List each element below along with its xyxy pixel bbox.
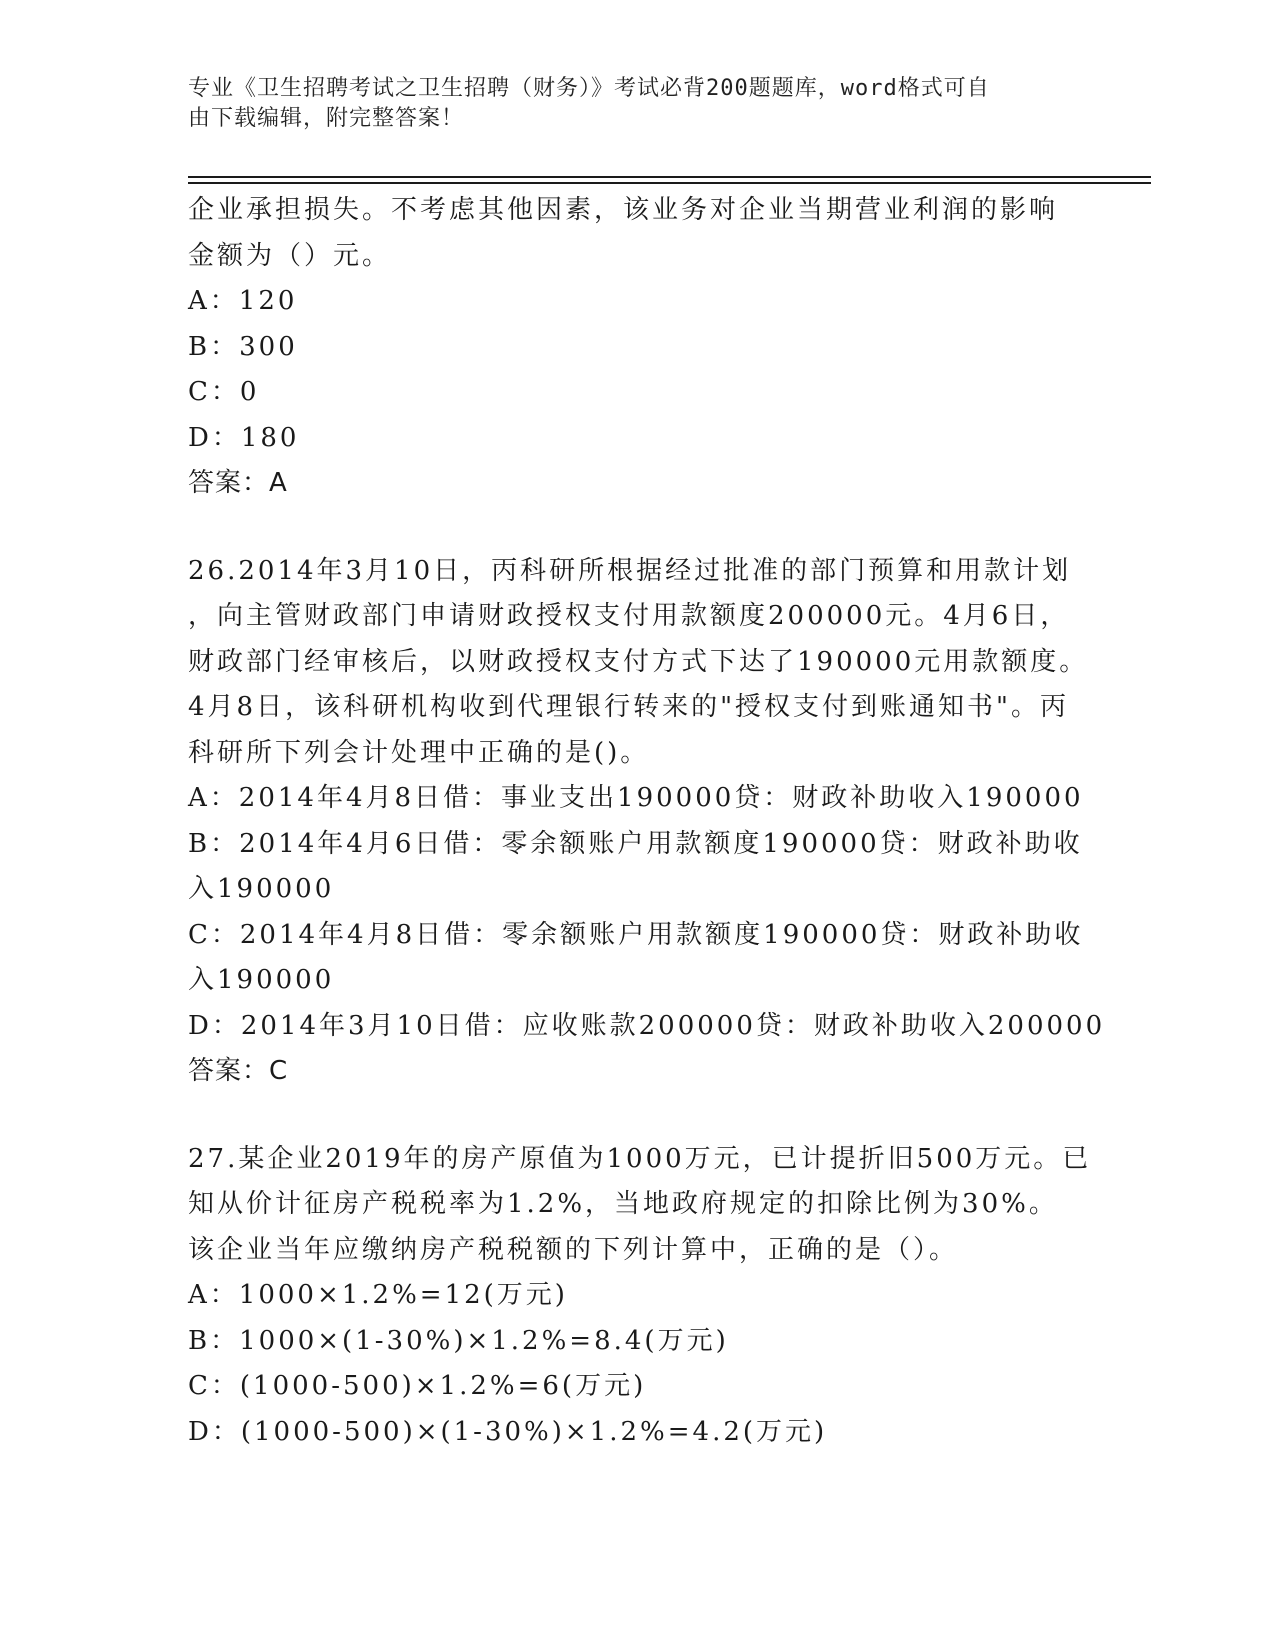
option-d: D：2014年3月10日借：应收账款200000贷：财政补助收入200000: [188, 1010, 1106, 1041]
header-line-2: 由下载编辑，附完整答案！: [188, 106, 465, 131]
question-text-line: 该企业当年应缴纳房产税税额的下列计算中，正确的是（）。: [188, 1234, 959, 1265]
option-b: B：300: [188, 331, 298, 362]
question-26: [188, 549, 1106, 1095]
header-divider-top: [188, 176, 1151, 178]
document-header: [188, 74, 1068, 134]
question-text-line: 企业承担损失。不考虑其他因素，该业务对企业当期营业利润的影响: [188, 195, 1059, 225]
option-b-continued: 入190000: [188, 874, 335, 904]
option-b: B：1000×(1-30%)×1.2%=8.4(万元): [188, 1325, 729, 1356]
option-d: D：180: [188, 422, 300, 453]
question-text-line: 知从价计征房产税税率为1.2%，当地政府规定的扣除比例为30%。: [188, 1189, 1058, 1219]
question-27: [188, 1137, 1092, 1456]
option-c: C：0: [188, 377, 260, 407]
question-text-line: 财政部门经审核后，以财政授权支付方式下达了190000元用款额度。: [188, 646, 1089, 677]
question-text-line: 26.2014年3月10日，丙科研所根据经过批准的部门预算和用款计划: [188, 555, 1072, 586]
question-text-line: 4月8日，该科研机构收到代理银行转来的"授权支付到账通知书"。丙: [188, 692, 1070, 722]
option-c-continued: 入190000: [188, 965, 335, 995]
question-text-line: 27.某企业2019年的房产原值为1000万元，已计提折旧500万元。已: [188, 1143, 1092, 1174]
option-a: A：120: [188, 286, 298, 316]
question-text-line: 金额为（）元。: [188, 240, 392, 271]
answer-line: 答案：C: [188, 1056, 289, 1086]
header-line-1: 专业《卫生招聘考试之卫生招聘（财务）》考试必背200题题库，word格式可自: [188, 76, 990, 101]
question-text-line: ，向主管财政部门申请财政授权支付用款额度200000元。4月6日，: [188, 601, 1070, 631]
answer-line: 答案：A: [188, 468, 288, 498]
option-c: C：(1000-500)×1.2%=6(万元): [188, 1371, 647, 1401]
option-c: C：2014年4月8日借：零余额账户用款额度190000贷：财政补助收: [188, 919, 1084, 950]
option-a: A：1000×1.2%=12(万元): [188, 1280, 568, 1310]
question-25-continued: [188, 188, 1088, 507]
option-d: D：(1000-500)×(1-30%)×1.2%=4.2(万元): [188, 1416, 828, 1447]
document-body: [188, 188, 1106, 1455]
option-b: B：2014年4月6日借：零余额账户用款额度190000贷：财政补助收: [188, 828, 1083, 859]
option-a: A：2014年4月8日借：事业支出190000贷：财政补助收入190000: [188, 783, 1084, 813]
header-divider-bottom: [188, 182, 1151, 184]
question-text-line: 科研所下列会计处理中正确的是()。: [188, 737, 650, 768]
